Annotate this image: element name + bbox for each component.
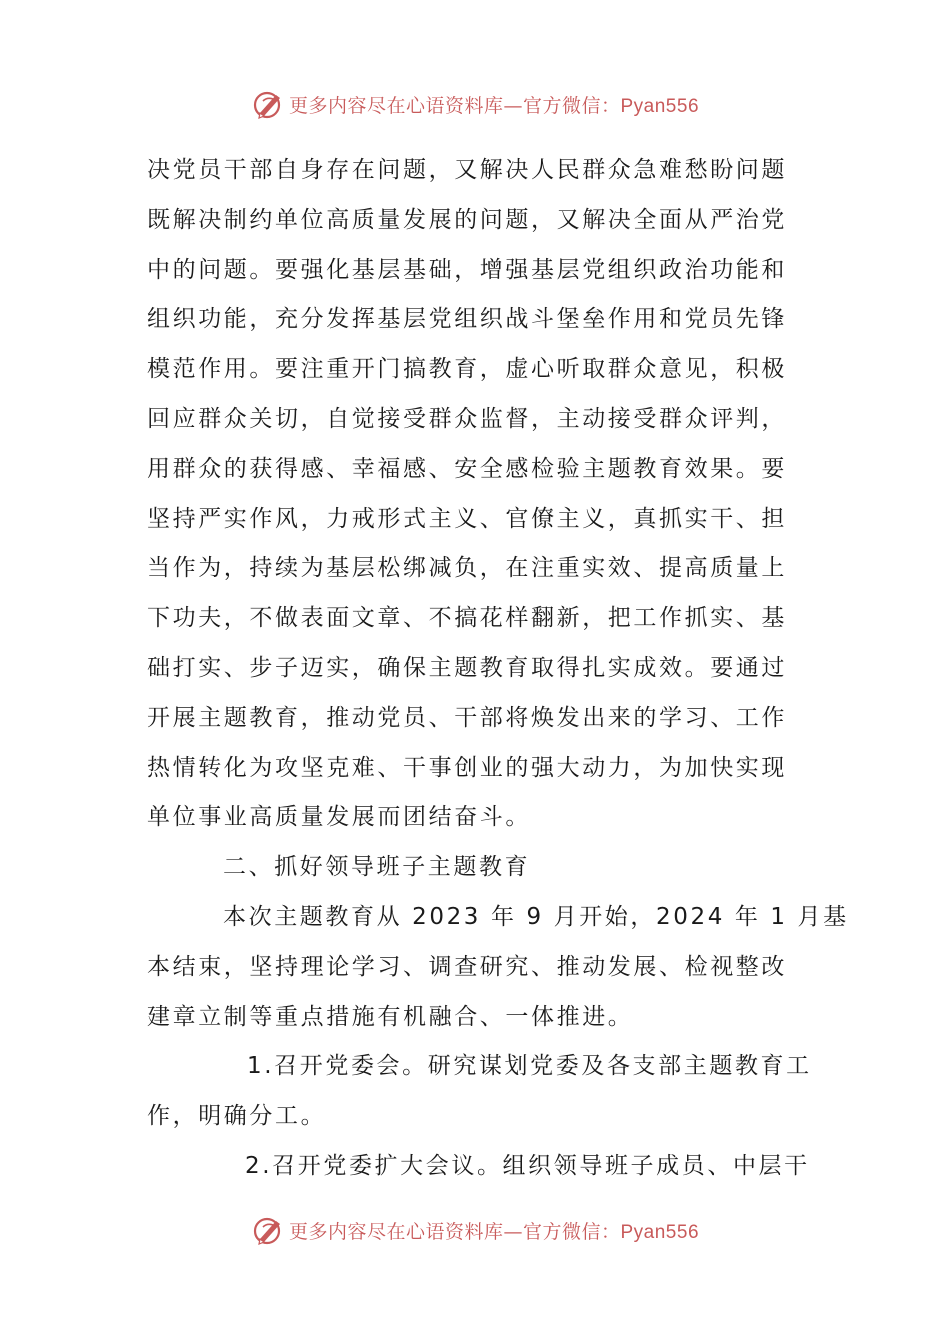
watermark-wechat-id: Pyan556 xyxy=(620,1221,700,1243)
body-line: 既解决制约单位高质量发展的问题，又解决全面从严治党 xyxy=(147,206,787,233)
section-heading: 二、抓好领导班子主题教育 xyxy=(223,854,531,881)
body-line: 坚持严实作风，力戒形式主义、官僚主义，真抓实干、担 xyxy=(147,505,787,532)
document-body xyxy=(147,146,849,1192)
body-line: 热情转化为攻坚克难、干事创业的强大动力，为加快实现 xyxy=(147,754,787,781)
watermark-text xyxy=(289,91,699,118)
body-line: 础打实、步子迈实，确保主题教育取得扎实成效。要通过 xyxy=(147,654,787,681)
watermark-text xyxy=(289,1217,699,1244)
paragraph-line: 建章立制等重点措施有机融合、一体推进。 xyxy=(147,1003,634,1030)
body-line: 中的问题。要强化基层基础，增强基层党组织政治功能和 xyxy=(147,256,787,283)
watermark-label: 更多内容尽在心语资料库—官方微信： xyxy=(288,94,621,117)
watermark-label: 更多内容尽在心语资料库—官方微信： xyxy=(288,1220,621,1243)
footer-watermark xyxy=(0,1210,950,1250)
body-line: 下功夫，不做表面文章、不搞花样翻新，把工作抓实、基 xyxy=(147,605,787,632)
body-line: 决党员干部自身存在问题，又解决人民群众急难愁盼问题 xyxy=(147,157,787,183)
pen-logo-icon xyxy=(251,1213,285,1247)
header-watermark xyxy=(0,84,950,124)
body-line: 模范作用。要注重开门搞教育，虚心听取群众意见，积极 xyxy=(147,356,787,383)
body-line: 用群众的获得感、幸福感、安全感检验主题教育效果。要 xyxy=(147,455,787,482)
pen-logo-icon xyxy=(251,87,285,121)
watermark-wechat-id: Pyan556 xyxy=(620,95,700,117)
body-line: 单位事业高质量发展而团结奋斗。 xyxy=(147,804,531,831)
paragraph-line: 本结束，坚持理论学习、调查研究、推动发展、检视整改 xyxy=(147,953,787,980)
body-line: 开展主题教育，推动党员、干部将焕发出来的学习、工作 xyxy=(147,704,787,731)
list-item-2: 2.召开党委扩大会议。组织领导班子成员、中层干 xyxy=(245,1152,810,1179)
paragraph-line: 本次主题教育从 2023 年 9 月开始，2024 年 1 月基 xyxy=(223,903,849,930)
body-line: 组织功能，充分发挥基层党组织战斗堡垒作用和党员先锋 xyxy=(147,306,787,333)
body-line: 回应群众关切，自觉接受群众监督，主动接受群众评判， xyxy=(147,405,787,432)
body-line: 当作为，持续为基层松绑减负，在注重实效、提高质量上 xyxy=(147,555,787,582)
list-item-1: 1.召开党委会。研究谋划党委及各支部主题教育工 xyxy=(247,1053,812,1080)
list-item-1-cont: 作，明确分工。 xyxy=(147,1103,327,1130)
